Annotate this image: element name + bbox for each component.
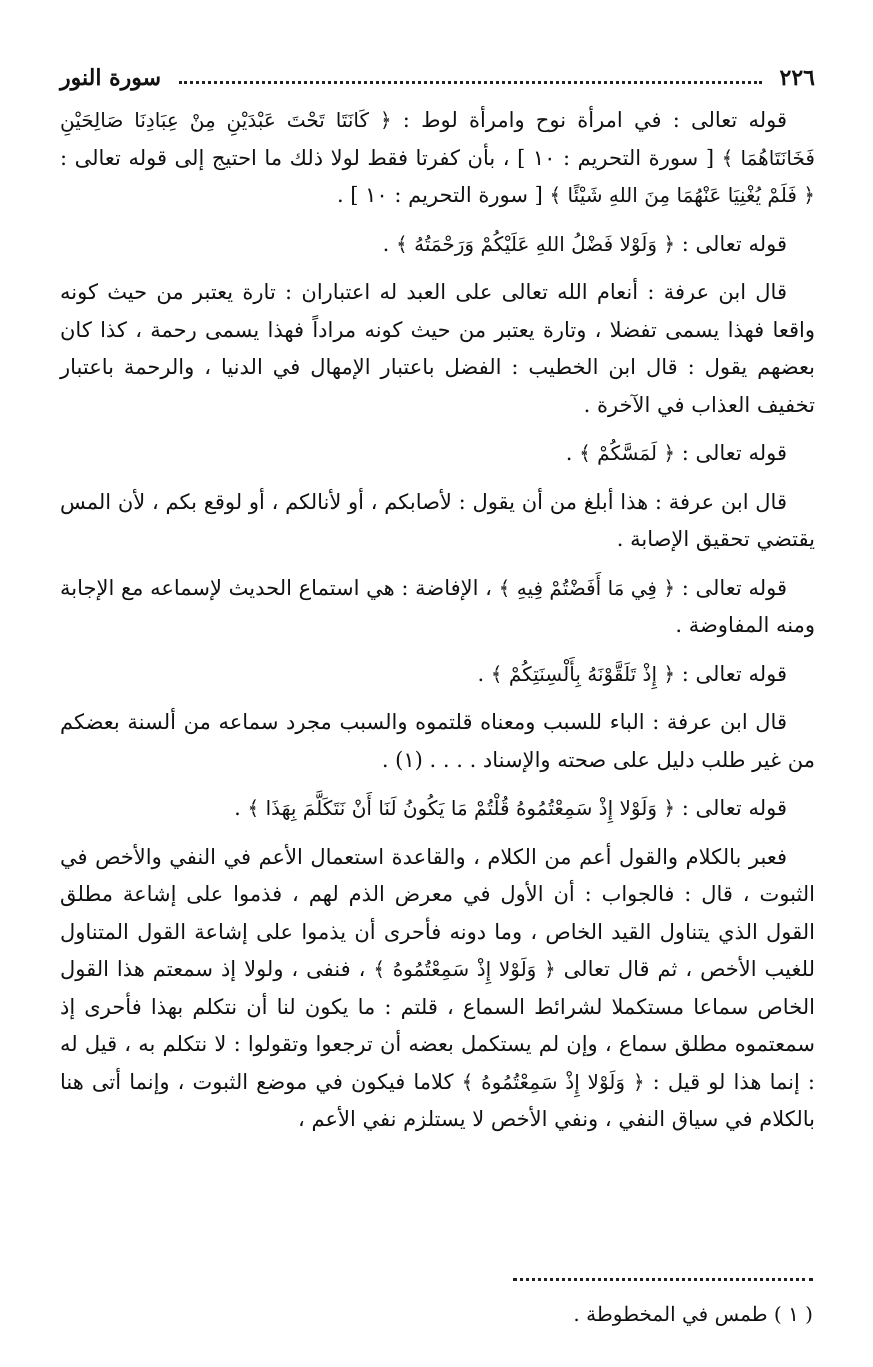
paragraph [60,274,815,424]
quran-verse: ﴿ كَانَتَا تَحْتَ عَبْدَيْنِ مِنْ عِبَادِنَا صَالِحَيْنِ فَخَانَتَاهُمَا ﴾ [60,108,815,170]
quran-verse: ﴿ فَلَمْ يُغْنِيَا عَنْهُمَا مِنَ اللهِ شَيْئًا ﴾ [549,183,815,207]
quran-verse: ﴿ لَمَسَّكُمْ ﴾ [579,441,676,465]
quran-verse: ﴿ وَلَوْلا إِذْ سَمِعْتُمُوهُ ﴾ [373,957,556,981]
quran-verse: ﴿ وَلَوْلا إِذْ سَمِعْتُمُوهُ قُلْتُمْ مَا يَكُونُ لَنَا أَنْ نَتَكَلَّمَ بِهَذَا ﴾ [247,796,676,820]
quran-verse: ﴿ إِذْ تَلَقَّوْنَهُ بِأَلْسِنَتِكُمْ ﴾ [490,661,676,686]
text-run: قال ابن عرفة : أنعام الله تعالى على العبد له اعتباران : تارة يعتبر من حيث كونه واقعا فهذا يسمى تفضلا ، وتارة يعتبر من حيث كونه مراداً فهذا يسمى رحمة ، كذا كان بعضهم يقول : قال ابن الخطيب : الفضل باعتبار الإمهال في الدنيا ، والرحمة باعتبار تخفيف العذاب في الآخرة . [60,280,815,417]
page-header [60,60,815,96]
footnote: ( ١ ) طمس في المخطوطة . [573,1302,813,1326]
text-run: ، الإفاضة : هي استماع الحديث لإسماعه مع الإجابة ومنه المفاوضة . [60,575,815,637]
text-run: قوله تعالى : [675,796,787,820]
text-run: قال ابن عرفة : هذا أبلغ من أن يقول : لأصابكم ، أو لأنالكم ، أو لوقع بكم ، لأن المس يقتضي تحقيق الإصابة . [60,489,815,551]
quran-verse: ﴿ وَلَوْلا إِذْ سَمِعْتُمُوهُ ﴾ [461,1069,645,1094]
text-run: . [382,231,397,256]
paragraph [60,704,815,779]
surah-title: سورة النور [60,65,162,91]
paragraph [60,656,815,694]
text-run: قال ابن عرفة : الباء للسبب ومعناه قلتموه والسبب مجرد سماعه من ألسنة بعضكم من غير طلب دليل على صحته والإسناد . . . . (١) . [60,710,815,772]
paragraph [60,790,815,828]
text-run: كلاما فيكون في موضع الثبوت ، وإنما أتى هنا بالكلام في سياق النفي ، ونفي الأخص لا يستلزم نفي الأعم ، [60,1069,815,1131]
text-run: [ سورة التحريم : ١٠ ] ، بأن كفرتا فقط لولا ذلك ما احتيج إلى قوله تعالى : [60,145,722,170]
paragraph [60,484,815,559]
text-run: قوله تعالى : [675,575,788,600]
text-run: قوله تعالى : [675,441,787,465]
header-dotted-rule [179,81,761,84]
page-number: ٢٢٦ [779,65,815,91]
paragraph [60,226,815,264]
text-run: [ سورة التحريم : ١٠ ] . [336,183,550,207]
text-run: . [234,796,248,820]
quran-verse: ﴿ فِي مَا أَفَضْتُمْ فِيهِ ﴾ [498,575,676,600]
paragraph [60,570,815,645]
text-run: فعبر بالكلام والقول أعم من الكلام ، والقاعدة استعمال الأعم في النفي والأخص في الثبوت ، قال : فالجواب : أن الأول في معرض الذم لهم ، فذموا على إشاعة مطلق القول الذي يتناول القيد الخاص ، وما دونه فأحرى أن يذموا على إشاعة القول المتناول للغيب الأخص ، ثم قال تعالى [60,844,815,981]
paragraph [60,102,815,215]
footnote-separator [513,1278,813,1281]
text-run: . [565,441,580,465]
text-run: ، فنفى ، ولولا إذ سمعتم هذا القول الخاص سماعا مستكملا لشرائط السماع ، قلتم : ما يكون لنا أن نتكلم بهذا فأحرى إذ سمعتموه مطلق سماع ، وإن لم يستكمل بعضه أن ترجعوا وتقولوا : لا نتكلم به ، قيل له : إنما هذا لو قيل : [60,957,815,1094]
text-run: . [477,661,491,686]
page-body [60,102,815,1139]
text-run: قوله تعالى : في امرأة نوح وامرأة لوط : [391,108,787,132]
text-run: قوله تعالى : [675,661,787,686]
paragraph [60,839,815,1139]
quran-verse: ﴿ وَلَوْلا فَضْلُ اللهِ عَلَيْكُمْ وَرَحْمَتُهُ ﴾ [396,231,676,256]
paragraph [60,435,815,473]
text-run: قوله تعالى : [675,231,787,256]
